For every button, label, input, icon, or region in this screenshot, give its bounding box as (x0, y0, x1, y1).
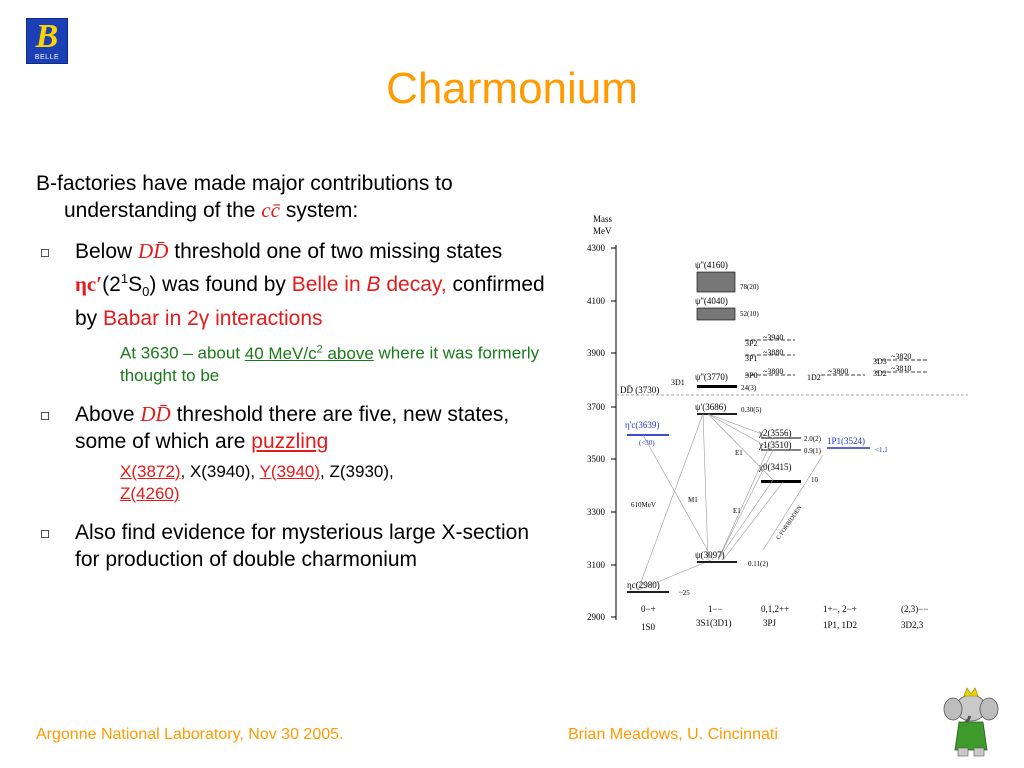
state-label: 1P1, 1D2 (823, 620, 858, 630)
x3940-text: , X(3940), (180, 461, 256, 481)
3p2-mass: ~3940 (763, 333, 784, 342)
state-labels (641, 618, 924, 632)
belle-logo-text: BELLE (34, 54, 60, 61)
jpc-label: 0,1,2++ (761, 604, 790, 614)
eta-c-prime-width: (<30) (639, 439, 655, 447)
cc-bar-symbol: cc̄ (261, 198, 280, 222)
transition-arrows (638, 414, 823, 590)
mass-label: Mass (593, 214, 613, 224)
state-label: 1S0 (641, 622, 656, 632)
bullet-text: Above (75, 402, 135, 426)
state-label: 3PJ (763, 618, 777, 628)
psi4040-label: ψ''(4040) (695, 296, 728, 306)
hc-width: <1.1 (875, 446, 888, 454)
slide-title: Charmonium (386, 64, 638, 113)
bullet-text: confirmed by (75, 273, 545, 331)
bullet-text: Below (75, 240, 133, 263)
bullet-below-threshold (36, 238, 556, 332)
eta-c-prime-symbol: ηc′ (75, 272, 103, 296)
decay-text: decay, (386, 273, 447, 296)
intro-text: B-factories have made major contributions to understanding of the (36, 172, 453, 222)
dd-bar-symbol: DD̄ (138, 239, 169, 263)
bullet-above-threshold (36, 401, 556, 455)
chi0-width: 10 (811, 476, 818, 484)
jpc-label: 1−− (708, 604, 723, 614)
intro-text-end: system: (285, 199, 359, 222)
belle-logo (26, 18, 68, 64)
z3930-text: , Z(3930), (320, 461, 394, 481)
bullet-text: Also find evidence for mysterious large X-section for production of double charmonium (75, 520, 530, 571)
bullet-square-icon (41, 530, 49, 538)
chi2-label: χ2(3556) (759, 428, 792, 438)
psi4040-width: 52(10) (740, 310, 759, 318)
superscript: 2 (316, 343, 323, 356)
bullet-text: threshold one of two missing states (174, 240, 503, 263)
belle-logo-letter: B (35, 18, 59, 55)
1d2-label: 1D2 (807, 373, 821, 382)
intro-paragraph (36, 170, 556, 224)
bullet-double-charmonium (36, 519, 556, 573)
dd-bar-symbol: DD̄ (140, 401, 171, 426)
y-tick: 3500 (587, 454, 605, 464)
jpsi-label: ψ(3097) (695, 550, 725, 560)
chi1-label: χ1(3510) (759, 440, 792, 450)
sub-bullet-states (36, 461, 556, 505)
z4260-link[interactable]: Z(4260) (120, 483, 180, 503)
slide-body (36, 170, 556, 579)
psi4160-label: ψ''(4160) (695, 260, 728, 270)
sub-underlined: above (327, 343, 374, 363)
eta-c-label: ηc(2980) (627, 580, 660, 590)
state-label: 3D2,3 (901, 620, 924, 630)
sub-text: At 3630 – about (120, 343, 241, 363)
two-photon-text: in 2γ (164, 307, 210, 331)
3d2-label: 3D2 (873, 369, 887, 378)
unit-label: MeV (593, 226, 612, 236)
hc-label: 1P1(3524) (827, 436, 865, 446)
jpc-label: (2,3)−− (901, 604, 929, 614)
psi3686-label: ψ'(3686) (695, 402, 727, 412)
y-tick-labels (587, 243, 606, 622)
dd-threshold-label: DD̄ (3730) (620, 385, 660, 395)
jpc-labels (641, 604, 928, 614)
psi4040-band (697, 308, 735, 320)
3d2-mass: ~3810 (891, 364, 912, 373)
jpc-label: 0−+ (641, 604, 656, 614)
psi3686-width: 0.30(5) (741, 406, 762, 414)
y-axis-ticks (611, 248, 616, 617)
3p0-label: 3P0 (745, 371, 758, 380)
psi3770-width: 24(3) (741, 384, 757, 392)
sub-underlined: 40 MeV/c (244, 343, 317, 363)
610mev-label: 610MeV (631, 501, 656, 509)
3p0-mass: ~3800 (763, 367, 784, 376)
b-meson-text: B (366, 273, 381, 296)
chi2-width: 2.0(2) (804, 435, 821, 443)
bullet-square-icon (41, 412, 49, 420)
babar-elephant-mascot-icon (940, 682, 1002, 762)
3d3-mass: ~3820 (891, 352, 912, 361)
footer-venue: Argonne National Laboratory, Nov 30 2005. (36, 726, 344, 743)
1d2-mass: ~3800 (828, 367, 849, 376)
e1-label-upper: E1 (735, 449, 743, 457)
y-tick: 3900 (587, 348, 605, 358)
y-tick: 3300 (587, 507, 605, 517)
psi3770-label: ψ''(3770) (695, 372, 728, 382)
y3940-link[interactable]: Y(3940) (259, 461, 321, 481)
x3872-link[interactable]: X(3872) (120, 461, 181, 481)
jpsi-width: 0.11(2) (748, 560, 769, 568)
footer-author: Brian Meadows, U. Cincinnati (568, 726, 778, 743)
superscript: 1 (120, 271, 129, 286)
state-label: 3S1(3D1) (696, 618, 732, 628)
eta-c-width: ~25 (679, 589, 690, 597)
bullet-text: (2 (102, 273, 121, 296)
y-tick: 4300 (587, 243, 605, 253)
eta-c-prime-label: η'c(3639) (625, 420, 660, 430)
sub-bullet-3630 (36, 338, 556, 387)
psi4160-width: 78(20) (740, 283, 759, 291)
puzzling-link[interactable]: puzzling (251, 429, 329, 453)
y-tick: 2900 (587, 612, 605, 622)
c-forbidden-label: C FORBIDDEN (775, 505, 804, 542)
sub-text: where it was formerly thought to be (120, 343, 540, 385)
3p2-label: 3P2 (745, 339, 758, 348)
bullet-text: ) was found by (149, 273, 286, 296)
y-tick: 4100 (587, 296, 605, 306)
subscript: 0 (142, 284, 150, 300)
bullet-square-icon (41, 249, 49, 257)
babar-text: Babar (103, 307, 160, 331)
psi4160-band (697, 272, 735, 292)
chi1-width: 0.9(1) (804, 447, 821, 455)
y-tick: 3700 (587, 402, 605, 412)
bullet-text: threshold there are five, new states, some of which are (75, 402, 510, 453)
psi3770-level (697, 385, 737, 388)
3d1-label: 3D1 (671, 378, 685, 387)
interactions-text: interactions (215, 307, 323, 331)
chi0-level (761, 480, 801, 483)
y-tick: 3100 (587, 560, 605, 570)
charmonium-level-diagram (583, 210, 973, 640)
3d3-label: 3D3 (873, 357, 887, 366)
bullet-text: S (128, 273, 143, 296)
e1-label-lower: E1 (733, 507, 741, 515)
jpc-label: 1+−, 2−+ (823, 604, 857, 614)
3p1-label: 3P1 (745, 354, 758, 363)
m1-label: M1 (688, 496, 698, 504)
chi0-label: χ0(3415) (759, 462, 792, 472)
belle-text: Belle in (291, 273, 361, 296)
3p1-mass: ~3880 (763, 348, 784, 357)
